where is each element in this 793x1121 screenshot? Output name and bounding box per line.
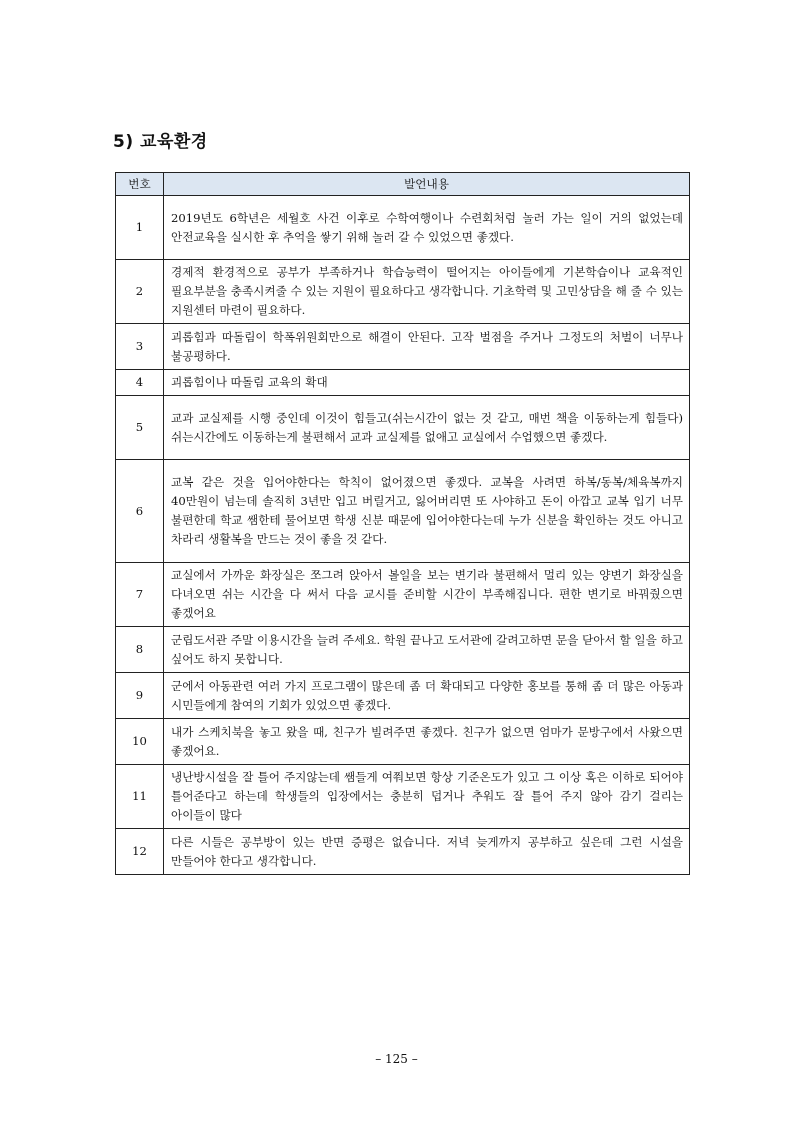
row-text: 교실에서 가까운 화장실은 쪼그려 앉아서 볼일을 보는 변기라 불편해서 멀리 있는 양변기 화장실을 다녀오면 쉬는 시간을 다 써서 다음 교시를 준비할 시간이 부족해집니다. 편한 변기로 바꿔줬으면 좋겠어요	[164, 563, 690, 627]
row-number: 12	[116, 829, 164, 875]
table-row	[116, 719, 690, 765]
table-row	[116, 260, 690, 324]
table-row	[116, 765, 690, 829]
header-number: 번호	[116, 173, 164, 196]
row-number: 8	[116, 627, 164, 673]
row-number: 11	[116, 765, 164, 829]
row-number: 3	[116, 324, 164, 370]
row-number: 6	[116, 460, 164, 563]
row-number: 5	[116, 396, 164, 460]
row-number: 9	[116, 673, 164, 719]
table-row	[116, 673, 690, 719]
section-title: 5) 교육환경	[113, 132, 208, 152]
row-text: 괴롭힘과 따돌림이 학폭위원회만으로 해결이 안된다. 고작 벌점을 주거나 그정도의 처벌이 너무나 불공평하다.	[164, 324, 690, 370]
table-header-row	[116, 173, 690, 196]
table-row	[116, 563, 690, 627]
table-row	[116, 829, 690, 875]
row-number: 2	[116, 260, 164, 324]
row-text: 군립도서관 주말 이용시간을 늘려 주세요. 학원 끝나고 도서관에 갈려고하면 문을 닫아서 할 일을 하고 싶어도 하지 못합니다.	[164, 627, 690, 673]
row-text: 냉난방시설을 잘 틀어 주지않는데 쌤들게 여쭤보면 항상 기준온도가 있고 그 이상 혹은 이하로 되어야 틀어준다고 하는데 학생들의 입장에서는 충분히 덥거나 추워도 잘 틀어 주지 않아 감기 걸리는 아이들이 많다	[164, 765, 690, 829]
row-text: 다른 시들은 공부방이 있는 반면 증평은 없습니다. 저녁 늦게까지 공부하고 싶은데 그런 시설을 만들어야 한다고 생각합니다.	[164, 829, 690, 875]
row-text: 군에서 아동관련 여러 가지 프로그램이 많은데 좀 더 확대되고 다양한 홍보를 통해 좀 더 많은 아동과 시민들에게 참여의 기회가 있었으면 좋겠다.	[164, 673, 690, 719]
opinions-table	[115, 172, 690, 875]
row-text: 교과 교실제를 시행 중인데 이것이 힘들고(쉬는시간이 없는 것 같고, 매번 책을 이동하는게 힘들다) 쉬는시간에도 이동하는게 불편해서 교과 교실제를 없애고 교실에서 수업했으면 좋겠다.	[164, 396, 690, 460]
table-row	[116, 396, 690, 460]
table-row	[116, 324, 690, 370]
row-text: 2019년도 6학년은 세월호 사건 이후로 수학여행이나 수련회처럼 놀러 가는 일이 거의 없었는데 안전교육을 실시한 후 추억을 쌓기 위해 놀러 갈 수 있었으면 좋겠다.	[164, 196, 690, 260]
row-text: 괴롭힘이나 따돌림 교육의 확대	[164, 370, 690, 396]
row-number: 10	[116, 719, 164, 765]
row-text: 내가 스케치북을 놓고 왔을 때, 친구가 빌려주면 좋겠다. 친구가 없으면 엄마가 문방구에서 사왔으면 좋겠어요.	[164, 719, 690, 765]
row-number: 4	[116, 370, 164, 396]
row-number: 7	[116, 563, 164, 627]
table-row	[116, 370, 690, 396]
header-content: 발언내용	[164, 173, 690, 196]
table-row	[116, 460, 690, 563]
table-row	[116, 196, 690, 260]
page-number: – 125 –	[375, 1052, 418, 1066]
row-number: 1	[116, 196, 164, 260]
row-text: 경제적 환경적으로 공부가 부족하거나 학습능력이 떨어지는 아이들에게 기본학습이나 교육적인 필요부분을 충족시켜줄 수 있는 지원이 필요하다고 생각합니다. 기초학력 및 고민상담을 해 줄 수 있는 지원센터 마련이 필요하다.	[164, 260, 690, 324]
table-row	[116, 627, 690, 673]
row-text: 교복 같은 것을 입어야한다는 학칙이 없어졌으면 좋겠다. 교복을 사려면 하복/동복/체육복까지 40만원이 넘는데 솔직히 3년만 입고 버릴거고, 잃어버리면 또 사야하고 돈이 아깝고 교복 입기 너무 불편한데 학교 쌤한테 물어보면 학생 신분 때문에 입어야한다는데 누가 신분을 확인하는 것도 아니고 차라리 생활복을 만드는 것이 좋을 것 같다.	[164, 460, 690, 563]
